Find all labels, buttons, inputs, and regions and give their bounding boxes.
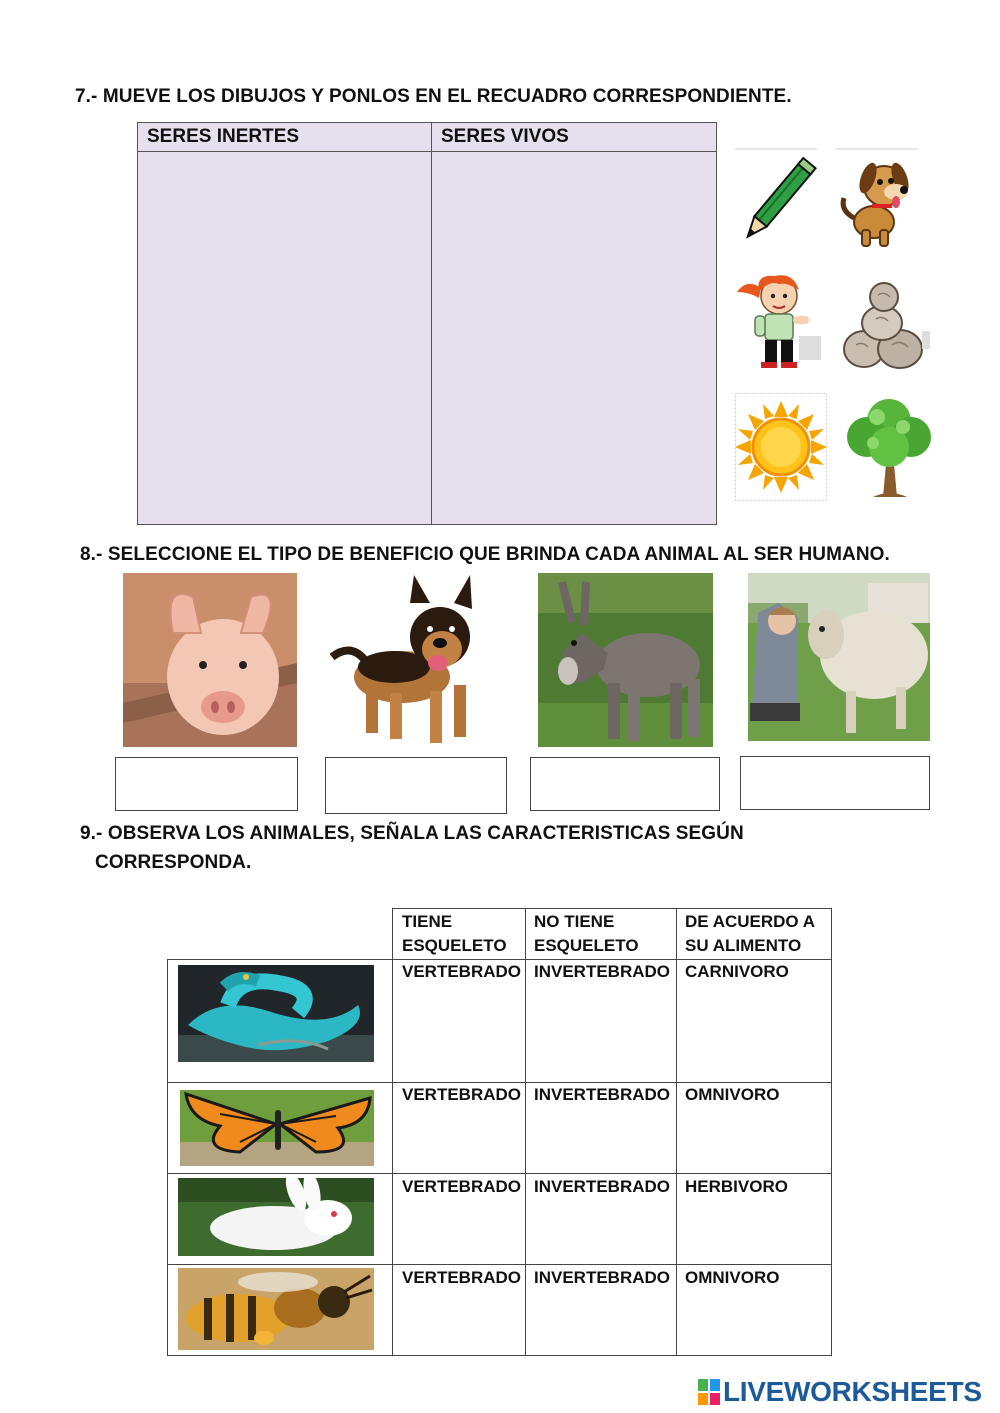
tree-icon[interactable]	[843, 393, 935, 499]
logo-text: LIVEWORKSHEETS	[723, 1376, 982, 1407]
row4-invertebrado[interactable]: INVERTEBRADO	[534, 1268, 671, 1287]
row1-invertebrado[interactable]: INVERTEBRADO	[534, 962, 671, 981]
pig-photo	[123, 573, 297, 747]
row2-alimento[interactable]: OMNIVORO	[685, 1085, 780, 1104]
section8-heading: 8.- SELECCIONE EL TIPO DE BENEFICIO QUE BRINDA CADA ANIMAL AL SER HUMANO.	[80, 544, 890, 565]
rocks-icon[interactable]	[842, 275, 930, 370]
row3-alimento[interactable]: HERBIVORO	[685, 1177, 788, 1196]
sheep-photo	[748, 573, 930, 741]
boy-cartoon-icon[interactable]	[735, 270, 827, 372]
header-tiene-esqueleto: TIENE ESQUELETO	[402, 912, 507, 955]
bee-photo	[178, 1268, 374, 1350]
answer-box-donkey[interactable]	[530, 757, 720, 811]
section7-heading: 7.- MUEVE LOS DIBUJOS Y PONLOS EN EL RECUADRO CORRESPONDIENTE.	[75, 86, 792, 107]
row2-invertebrado[interactable]: INVERTEBRADO	[534, 1085, 671, 1104]
liveworksheets-logo	[697, 1376, 982, 1408]
answer-box-sheep[interactable]	[740, 756, 930, 810]
column-header-inertes: SERES INERTES	[138, 123, 432, 152]
drop-zone-vivos[interactable]	[432, 152, 716, 524]
header-alimento: DE ACUERDO A SU ALIMENTO	[685, 912, 815, 955]
butterfly-photo	[180, 1090, 374, 1166]
row4-alimento[interactable]: OMNIVORO	[685, 1268, 780, 1287]
row1-vertebrado[interactable]: VERTEBRADO	[402, 962, 522, 981]
row1-alimento[interactable]: CARNIVORO	[685, 962, 789, 981]
german-shepherd-photo	[330, 573, 508, 747]
row3-vertebrado[interactable]: VERTEBRADO	[402, 1177, 522, 1196]
section9-heading-line1: 9.- OBSERVA LOS ANIMALES, SEÑALA LAS CARACTERISTICAS SEGÚN	[80, 823, 744, 844]
row4-vertebrado[interactable]: VERTEBRADO	[402, 1268, 522, 1287]
rabbit-photo	[178, 1178, 374, 1256]
drop-zone-inertes[interactable]	[138, 152, 431, 524]
answer-box-dog[interactable]	[325, 757, 507, 814]
donkey-photo	[538, 573, 713, 747]
header-no-tiene-esqueleto: NO TIENE ESQUELETO	[534, 912, 639, 955]
snake-photo	[178, 965, 374, 1062]
answer-box-pig[interactable]	[115, 757, 298, 811]
row2-vertebrado[interactable]: VERTEBRADO	[402, 1085, 522, 1104]
row3-invertebrado[interactable]: INVERTEBRADO	[534, 1177, 671, 1196]
dog-cartoon-icon[interactable]	[836, 148, 918, 251]
column-header-vivos: SERES VIVOS	[432, 123, 716, 152]
sorting-table	[137, 122, 717, 525]
liveworksheets-logo-icon	[697, 1377, 723, 1407]
pencil-icon[interactable]	[735, 148, 817, 253]
sun-icon[interactable]	[735, 393, 827, 501]
section9-heading-line2: CORRESPONDA.	[95, 852, 252, 873]
